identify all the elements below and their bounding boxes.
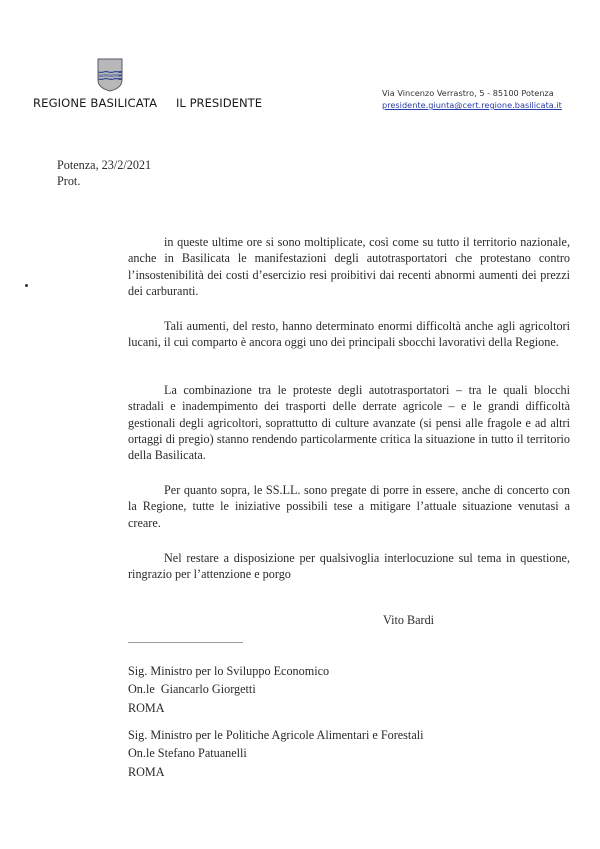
- paragraph-text: La combinazione tra le proteste degli autotrasportatori – tra le quali blocchi stradali e inadempimento dei trasporti delle derrate agricole – e le grandi difficoltà gestionali degli agricoltori, soprattutto di culture avanzate (si pensi alle fragole e ad altri ortaggi di pregio) stanno rendendo particolarmente critica la situazione in tutto il territorio della Basilicata.: [128, 383, 570, 463]
- recipient-block: [128, 662, 329, 717]
- recipient-name: On.le Giancarlo Giorgetti: [128, 682, 256, 697]
- body-paragraph: [128, 482, 570, 531]
- recipient-title: Sig. Ministro per lo Sviluppo Economico: [128, 664, 330, 678]
- body-paragraph: [128, 382, 570, 463]
- office-address: Via Vincenzo Verrastro, 5 - 85100 Potenza: [382, 88, 554, 98]
- body-paragraph: [128, 318, 570, 351]
- signatory-name: Vito Bardi: [383, 613, 435, 627]
- body-paragraph: [128, 550, 570, 583]
- office-email-link[interactable]: presidente.giunta@cert.regione.basilicata.it: [382, 100, 562, 110]
- paragraph-text: Tali aumenti, del resto, hanno determinato enormi difficoltà anche agli agricoltori lucani, il cui comparto è ancora oggi uno dei principali sbocchi lavorativi della Regione.: [128, 319, 570, 350]
- recipient-city: ROMA: [128, 764, 165, 779]
- recipient-block: [128, 726, 424, 781]
- separator-line: [128, 642, 243, 643]
- office-title: IL PRESIDENTE: [176, 96, 263, 110]
- recipient-name: On.le Stefano Patuanelli: [128, 746, 247, 761]
- body-paragraph: [128, 234, 570, 299]
- paragraph-text: Nel restare a disposizione per qualsivoglia interlocuzione sul tema in questione, ringrazio per l’attenzione e porgo: [128, 551, 570, 582]
- recipient-title: Sig. Ministro per le Politiche Agricole Alimentari e Forestali: [128, 728, 424, 742]
- margin-mark: [25, 284, 28, 287]
- recipient-city: ROMA: [128, 700, 165, 715]
- organization-name: REGIONE BASILICATA: [33, 96, 158, 110]
- paragraph-text: Per quanto sopra, le SS.LL. sono pregate di porre in essere, anche di concerto con la Regione, tutte le iniziative possibili tese a mitigare l’attuale situazione venutasi a creare.: [128, 483, 570, 530]
- protocol-label: Prot.: [57, 174, 81, 188]
- place-date: Potenza, 23/2/2021: [57, 158, 152, 172]
- paragraph-text: in queste ultime ore si sono moltiplicate, così come su tutto il territorio nazionale, anche in Basilicata le manifestazioni degli autotrasportatori che protestano contro l’insostenibilità dei costi d’esercizio resi proibitivi dai recenti abnormi aumenti dei prezzi dei carburanti.: [128, 235, 570, 298]
- regional-crest-icon: [97, 58, 123, 92]
